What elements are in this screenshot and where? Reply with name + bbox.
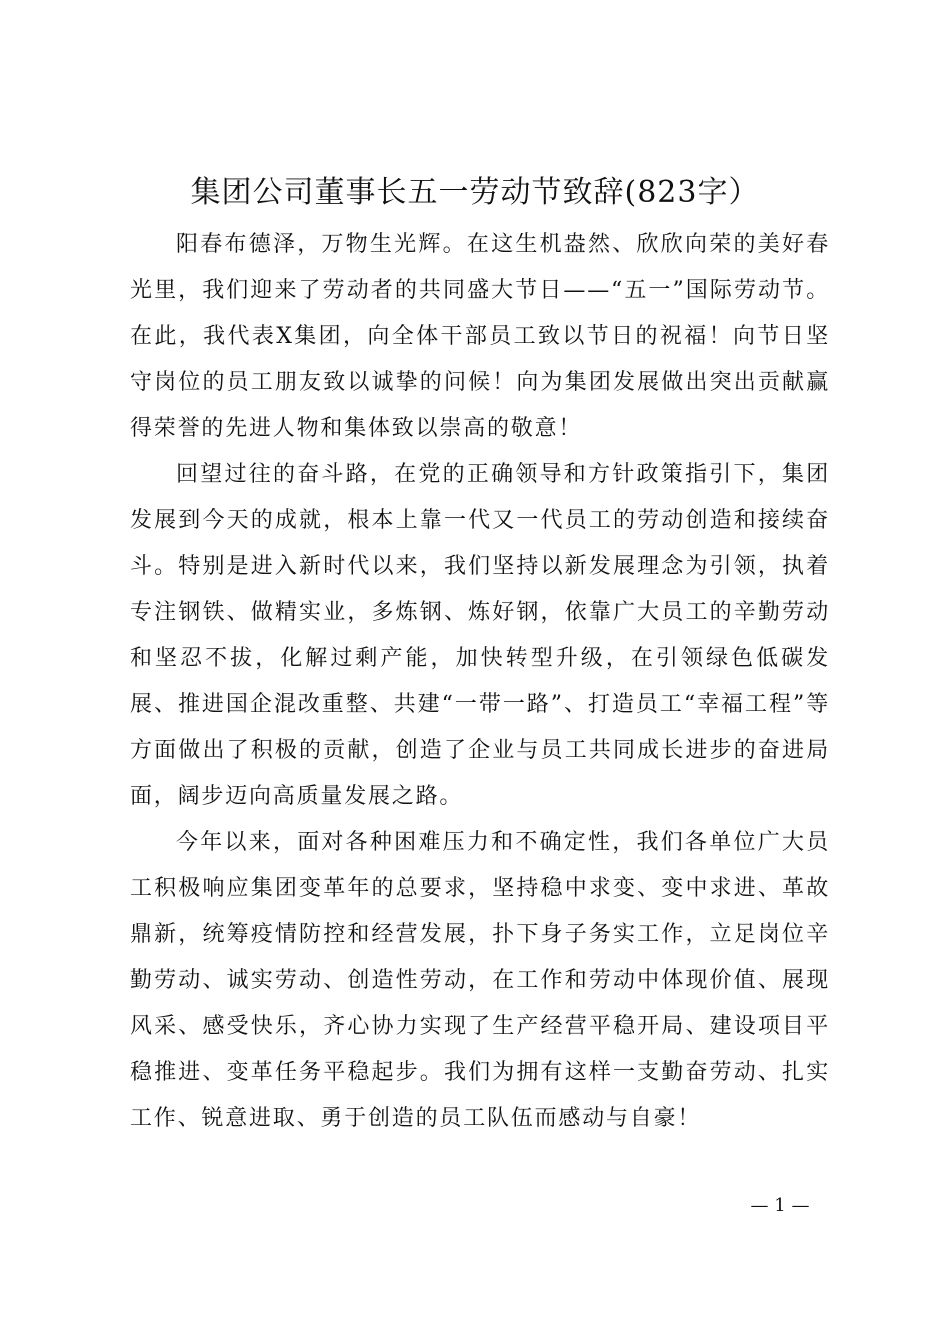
paragraph-2: 回望过往的奋斗路，在党的正确领导和方针政策指引下，集团发展到今天的成就，根本上靠一代又一代员工的劳动创造和接续奋斗。特别是进入新时代以来，我们坚持以新发展理念为引领，执着专注钢铁、做精实业，多炼钢、炼好钢，依靠广大员工的辛勤劳动和坚忍不拔，化解过剩产能，加快转型升级，在引领绿色低碳发展、推进国企混改重整、共建“一带一路”、打造员工“幸福工程”等方面做出了积极的贡献，创造了企业与员工共同成长进步的奋进局面，阔步迈向高质量发展之路。 — [130, 462, 830, 809]
paragraph-1: 阳春布德泽，万物生光辉。在这生机盎然、欣欣向荣的美好春光里，我们迎来了劳动者的共同盛大节日——“五一”国际劳动节。在此，我代表X集团，向全体干部员工致以节日的祝福！向节日坚守岗位的员工朋友致以诚挚的问候！向为集团发展做出突出贡献赢得荣誉的先进人物和集体致以崇高的敬意！ — [130, 232, 830, 441]
page-number: — 1 — — [750, 1195, 810, 1216]
paragraph-3: 今年以来，面对各种困难压力和不确定性，我们各单位广大员工积极响应集团变革年的总要求，坚持稳中求变、变中求进、革故鼎新，统筹疫情防控和经营发展，扑下身子务实工作，立足岗位辛勤劳动、诚实劳动、创造性劳动，在工作和劳动中体现价值、展现风采、感受快乐，齐心协力实现了生产经营平稳开局、建设项目平稳推进、变革任务平稳起步。我们为拥有这样一支勤奋劳动、扎实工作、锐意进取、勇于创造的员工队伍而感动与自豪！ — [130, 830, 830, 1131]
document-title: 集团公司董事长五一劳动节致辞(823字） — [190, 175, 760, 210]
document-body — [130, 222, 830, 1142]
